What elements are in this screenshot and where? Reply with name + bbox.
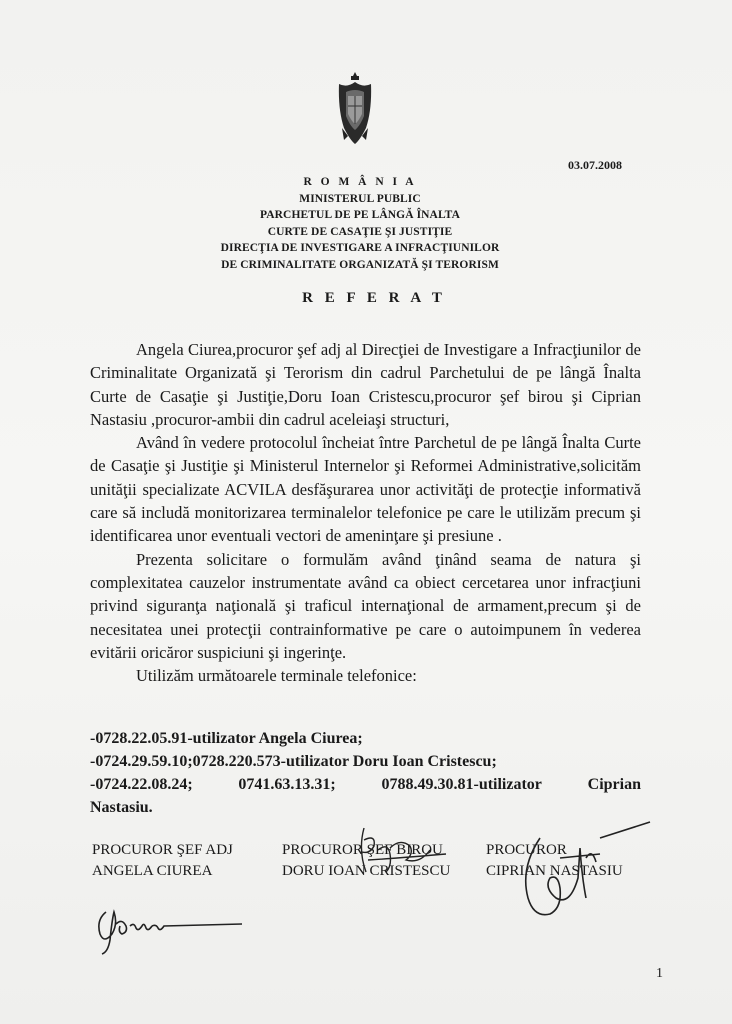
body-paragraph: Prezenta solicitare o formulăm având ţinând seama de natura şi complexitatea cauzelor instrumentate având ca obiect cercetarea unor infracţiuni privind siguranţa naţională şi traficul internaţional de armament,precum şi de necesitatea unei protecţii contrainformative pe care o autoimpunem în vederea evitării oricăror suspiciuni şi ingerinţe. — [90, 549, 641, 662]
coat-of-arms-icon — [336, 70, 374, 154]
phone-list — [90, 727, 641, 819]
document-date: 03.07.2008 — [568, 158, 622, 172]
phone-number: -0724.22.08.24; — [90, 776, 193, 793]
document-title: R E F E R A T — [302, 290, 446, 306]
signature-name: ANGELA CIUREA — [92, 863, 213, 879]
handwritten-signature-icon — [92, 890, 252, 960]
phone-number: 0788.49.30.81-utilizator — [381, 776, 542, 793]
page-number: 1 — [656, 966, 663, 981]
signature-role: PROCUROR — [486, 842, 567, 858]
header-ministry: MINISTERUL PUBLIC — [299, 192, 421, 205]
phone-number: 0741.63.13.31; — [238, 776, 336, 793]
header-directorate: DIRECŢIA DE INVESTIGARE A INFRACŢIUNILOR — [220, 242, 500, 254]
signature-block-1 — [92, 840, 233, 882]
header-country: R O M Â N I A — [303, 176, 417, 188]
phone-line: -0724.29.59.10;0728.220.573-utilizator Doru Ioan Cristescu; — [90, 753, 497, 770]
header-court: CURTE DE CASAŢIE ŞI JUSTIŢIE — [267, 225, 453, 238]
phone-line — [90, 773, 641, 796]
institution-header — [150, 174, 570, 273]
signature-name: CIPRIAN NASTASIU — [486, 863, 623, 879]
signature-role: PROCUROR ŞEF ADJ — [92, 842, 233, 858]
header-parchet: PARCHETUL DE PE LÂNGĂ ÎNALTA — [259, 209, 461, 221]
handwritten-signature-icon — [350, 820, 460, 880]
document-body — [90, 338, 641, 687]
handwritten-signature-icon — [500, 818, 660, 928]
phone-user: Ciprian — [587, 776, 641, 793]
phone-line: -0728.22.05.91-utilizator Angela Ciurea; — [90, 730, 363, 747]
signature-name: DORU IOAN CRISTESCU — [282, 863, 451, 879]
phone-line: Nastasiu. — [90, 799, 153, 816]
header-directorate-cont: DE CRIMINALITATE ORGANIZATĂ ŞI TERORISM — [221, 258, 499, 271]
signature-role: PROCUROR ŞEF BIROU — [282, 842, 443, 858]
body-paragraph: Angela Ciurea,procuror şef adj al Direcţiei de Investigare a Infracţiunilor de Criminalitate Organizată şi Terorism din cadrul Parchetului de pe lângă Înalta Curte de Casaţie şi Justiţie,Doru Ioan Cristescu,procuror şef birou şi Ciprian Nastasiu ,procuror-ambii din cadrul aceleiaşi structuri, — [90, 340, 641, 429]
body-paragraph: Utilizăm următoarele terminale telefonice: — [136, 666, 417, 686]
body-paragraph: Având în vedere protocolul încheiat între Parchetul de pe lângă Înalta Curte de Casaţie şi Justiţie şi Ministerul Internelor şi Reformei Administrative,solicităm unităţii specializate ACVILA desfăşurarea unor activităţi de protecţie informativă care să includă monitorizarea terminalelor telefonice pe care le utilizăm precum şi identificarea unor eventuali vectori de ameninţare şi presiune . — [90, 433, 641, 546]
